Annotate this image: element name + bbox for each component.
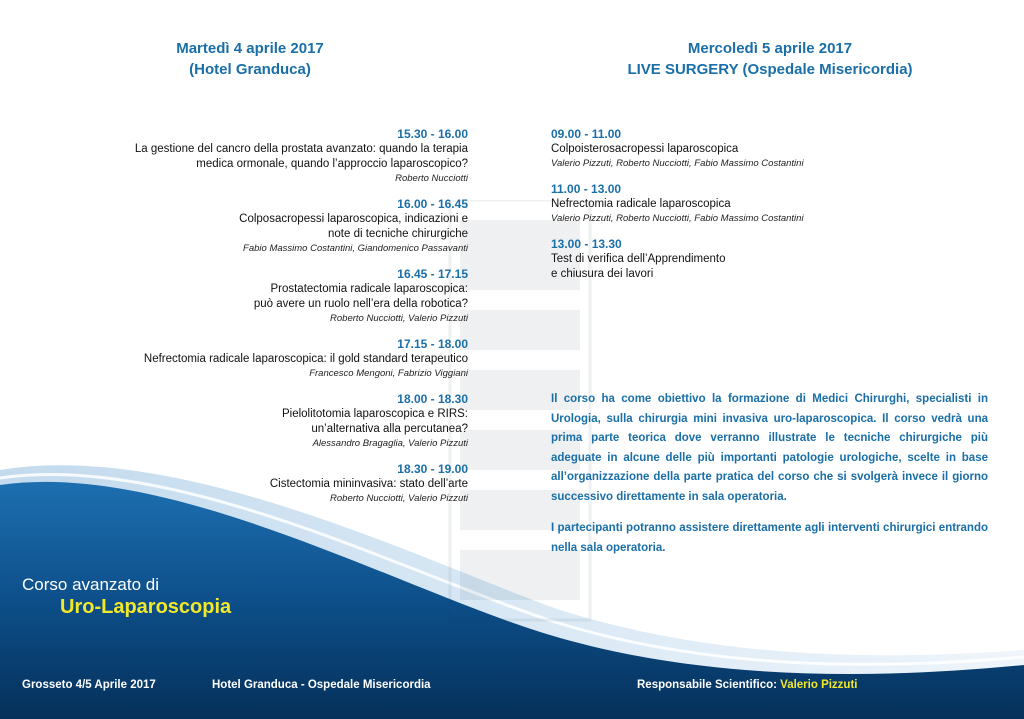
session-title-line: e chiusura dei lavori [551,268,654,280]
day1-venue: (Hotel Granduca) [189,61,311,78]
day1-date: Martedì 4 aprile 2017 [176,40,324,57]
session-speakers: Alessandro Bragaglia, Valerio Pizzuti [312,438,468,449]
session-time: 18.30 - 19.00 [397,462,468,476]
session-speakers: Roberto Nucciotti [395,173,468,184]
responsible-label: Responsabile Scientifico: [637,679,777,691]
program-session [40,392,468,450]
day2-venue: LIVE SURGERY (Ospedale Misericordia) [627,61,913,78]
session-title-line: Prostatectomia radicale laparoscopica: [270,283,468,295]
footer-venues: Hotel Granduca - Ospedale Misericordia [212,679,431,691]
session-speakers: Fabio Massimo Costantini, Giandomenico Passavanti [243,243,468,254]
day1-header [100,38,400,80]
session-title-line: Pielolitotomia laparoscopica e RIRS: [281,408,468,420]
session-title-line: un’alternativa alla percutanea? [311,423,468,435]
session-title-line: Cistectomia mininvasiva: stato dell’arte [269,478,468,490]
course-title-block [22,575,231,619]
day2-header [600,38,940,80]
day2-date: Mercoledì 5 aprile 2017 [687,40,853,57]
course-subtitle: Corso avanzato di [22,575,160,594]
program-session [40,127,468,185]
program-session [40,197,468,255]
session-time: 16.45 - 17.15 [397,267,468,281]
program-session [551,237,951,282]
session-time: 17.15 - 18.00 [397,337,468,351]
session-speakers: Valerio Pizzuti, Roberto Nucciotti, Fabio Massimo Costantini [551,158,804,169]
session-speakers: Roberto Nucciotti, Valerio Pizzuti [330,313,468,324]
session-speakers: Valerio Pizzuti, Roberto Nucciotti, Fabio Massimo Costantini [551,213,804,224]
program-session [40,337,468,380]
session-title-line: può avere un ruolo nell’era della robotica? [253,298,468,310]
session-title-line: La gestione del cancro della prostata avanzato: quando la terapia [134,143,468,155]
session-time: 15.30 - 16.00 [397,127,468,141]
description-paragraph: Il corso ha come obiettivo la formazione di Medici Chirurghi, specialisti in Urologia, sulla chirurgia mini invasiva uro-laparoscopica. Il corso vedrà una prima parte teorica dove verranno illustrate le tecniche chirurgiche più adeguate in alcune delle più importanti patologie urologiche, scelte in base all’organizzazione della parte pratica del corso che si svolgerà invece il giorno successivo direttamente in sala operatoria. [551,393,988,503]
course-description [551,390,988,570]
session-title-line: Colpoisterosacropessi laparoscopica [551,143,739,155]
day2-program [551,127,951,294]
session-title-line: Nefrectomia radicale laparoscopica [551,198,731,210]
program-session [40,267,468,325]
session-time: 13.00 - 13.30 [551,237,622,251]
responsible-name: Valerio Pizzuti [780,679,858,691]
session-time: 18.00 - 18.30 [397,392,468,406]
program-session [40,462,468,505]
description-paragraph: I partecipanti potranno assistere direttamente agli interventi chirurgici entrando nella sala operatoria. [551,522,988,554]
session-title-line: Colposacropessi laparoscopica, indicazioni e [239,213,468,225]
session-time: 11.00 - 13.00 [551,182,622,196]
day1-program [40,127,468,517]
session-title-line: Test di verifica dell’Apprendimento [551,253,726,265]
session-title-line: note di tecniche chirurgiche [328,228,468,240]
session-speakers: Francesco Mengoni, Fabrizio Viggiani [309,368,468,379]
session-title-line: medica ormonale, quando l’approccio laparoscopico? [196,158,468,170]
course-name: Uro-Laparoscopia [60,596,232,618]
session-time: 16.00 - 16.45 [397,197,468,211]
session-title-line: Nefrectomia radicale laparoscopica: il gold standard terapeutico [143,353,468,365]
session-time: 09.00 - 11.00 [551,127,622,141]
footer-city-date: Grosseto 4/5 Aprile 2017 [22,679,156,691]
program-session [551,127,951,170]
program-session [551,182,951,225]
session-speakers: Roberto Nucciotti, Valerio Pizzuti [330,493,468,504]
footer-responsible [637,678,857,693]
